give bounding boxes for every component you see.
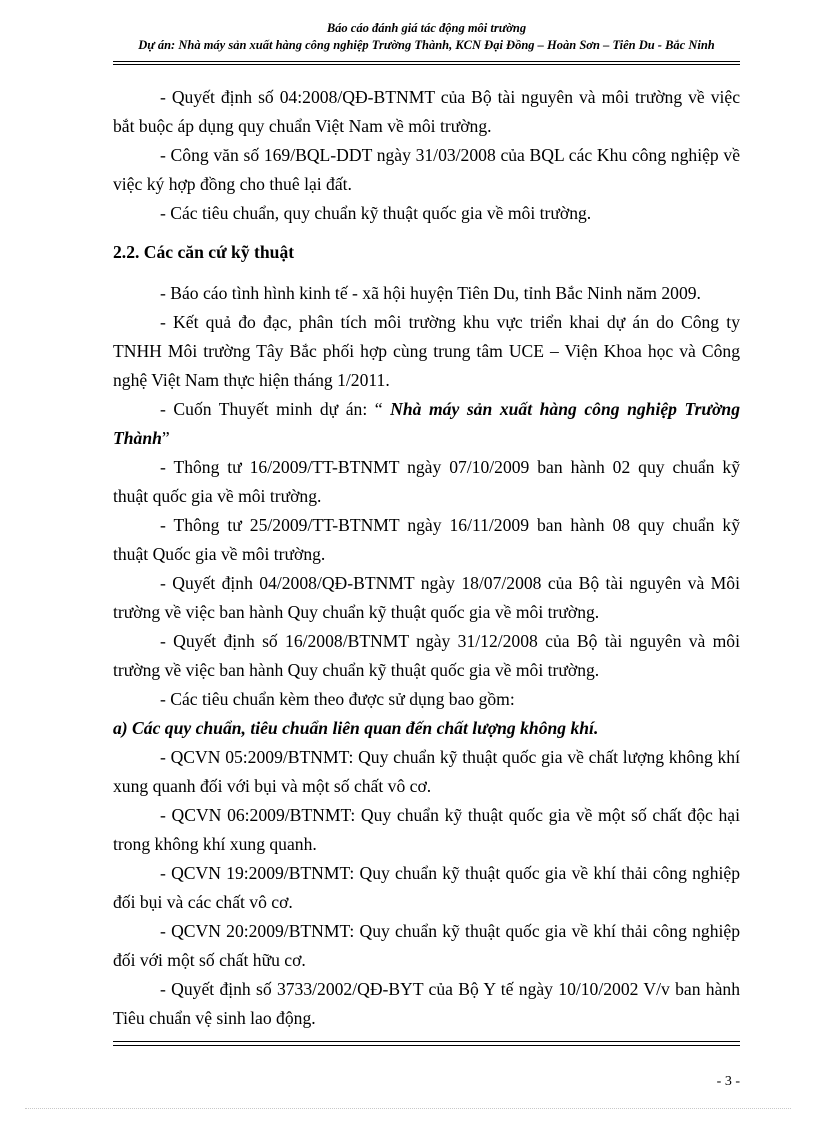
paragraph-suffix: ” [161,428,170,448]
footer-divider [113,1041,740,1046]
paragraph [113,395,740,453]
paragraph: - Báo cáo tình hình kinh tế - xã hội huyện Tiên Du, tỉnh Bắc Ninh năm 2009. [160,283,701,303]
paragraph: - Thông tư 16/2009/TT-BTNMT ngày 07/10/2009 ban hành 02 quy chuẩn kỹ thuật quốc gia về môi trường. [113,457,740,506]
page-header [113,20,740,54]
header-project-title: Dự án: Nhà máy sản xuất hàng công nghiệp Trường Thành, KCN Đại Đồng – Hoàn Sơn – Tiên Du - Bắc Ninh [138,38,715,52]
paragraph: - Quyết định 04/2008/QĐ-BTNMT ngày 18/07/2008 của Bộ tài nguyên và Môi trường về việc ban hành Quy chuẩn kỹ thuật quốc gia về môi trường. [113,573,740,622]
document-body [113,83,740,1033]
paragraph: - QCVN 05:2009/BTNMT: Quy chuẩn kỹ thuật quốc gia về chất lượng không khí xung quanh đối với bụi và một số chất vô cơ. [113,747,740,796]
section-heading: 2.2. Các căn cứ kỹ thuật [113,242,295,262]
paragraph: - QCVN 19:2009/BTNMT: Quy chuẩn kỹ thuật quốc gia về khí thải công nghiệp đối bụi và các chất vô cơ. [113,863,740,912]
page-bottom-border [25,1108,791,1109]
paragraph: - Quyết định số 16/2008/BTNMT ngày 31/12/2008 của Bộ tài nguyên và môi trường về việc ban hành Quy chuẩn kỹ thuật quốc gia về môi trường. [113,631,740,680]
page-number: - 3 - [716,1074,740,1089]
paragraph: - Công văn số 169/BQL-DDT ngày 31/03/2008 của BQL các Khu công nghiệp về việc ký hợp đồng cho thuê lại đất. [113,145,740,194]
paragraph: - Các tiêu chuẩn, quy chuẩn kỹ thuật quốc gia về môi trường. [160,203,592,223]
paragraph: - QCVN 20:2009/BTNMT: Quy chuẩn kỹ thuật quốc gia về khí thải công nghiệp đối với một số chất hữu cơ. [113,921,740,970]
header-report-title: Báo cáo đánh giá tác động môi trường [326,21,527,35]
paragraph: - Kết quả đo đạc, phân tích môi trường khu vực triển khai dự án do Công ty TNHH Môi trường Tây Bắc phối hợp cùng trung tâm UCE – Viện Khoa học và Công nghệ Việt Nam thực hiện tháng 1/2011. [113,312,740,390]
paragraph: - Quyết định số 3733/2002/QĐ-BYT của Bộ Y tế ngày 10/10/2002 V/v ban hành Tiêu chuẩn vệ sinh lao động. [113,979,740,1028]
paragraph: - QCVN 06:2009/BTNMT: Quy chuẩn kỹ thuật quốc gia về một số chất độc hại trong không khí xung quanh. [113,805,740,854]
paragraph: - Các tiêu chuẩn kèm theo được sử dụng bao gồm: [160,689,515,709]
project-name-emphasis: Nhà máy sản xuất hàng công nghiệp Trường Thành [113,399,740,448]
subsection-heading: a) Các quy chuẩn, tiêu chuẩn liên quan đến chất lượng không khí. [113,718,599,738]
paragraph: - Thông tư 25/2009/TT-BTNMT ngày 16/11/2009 ban hành 08 quy chuẩn kỹ thuật Quốc gia về môi trường. [113,515,740,564]
paragraph-prefix: - Cuốn Thuyết minh dự án: “ [160,399,391,419]
header-divider [113,61,740,65]
paragraph: - Quyết định số 04:2008/QĐ-BTNMT của Bộ tài nguyên và môi trường về việc bắt buộc áp dụng quy chuẩn Việt Nam về môi trường. [113,87,740,136]
